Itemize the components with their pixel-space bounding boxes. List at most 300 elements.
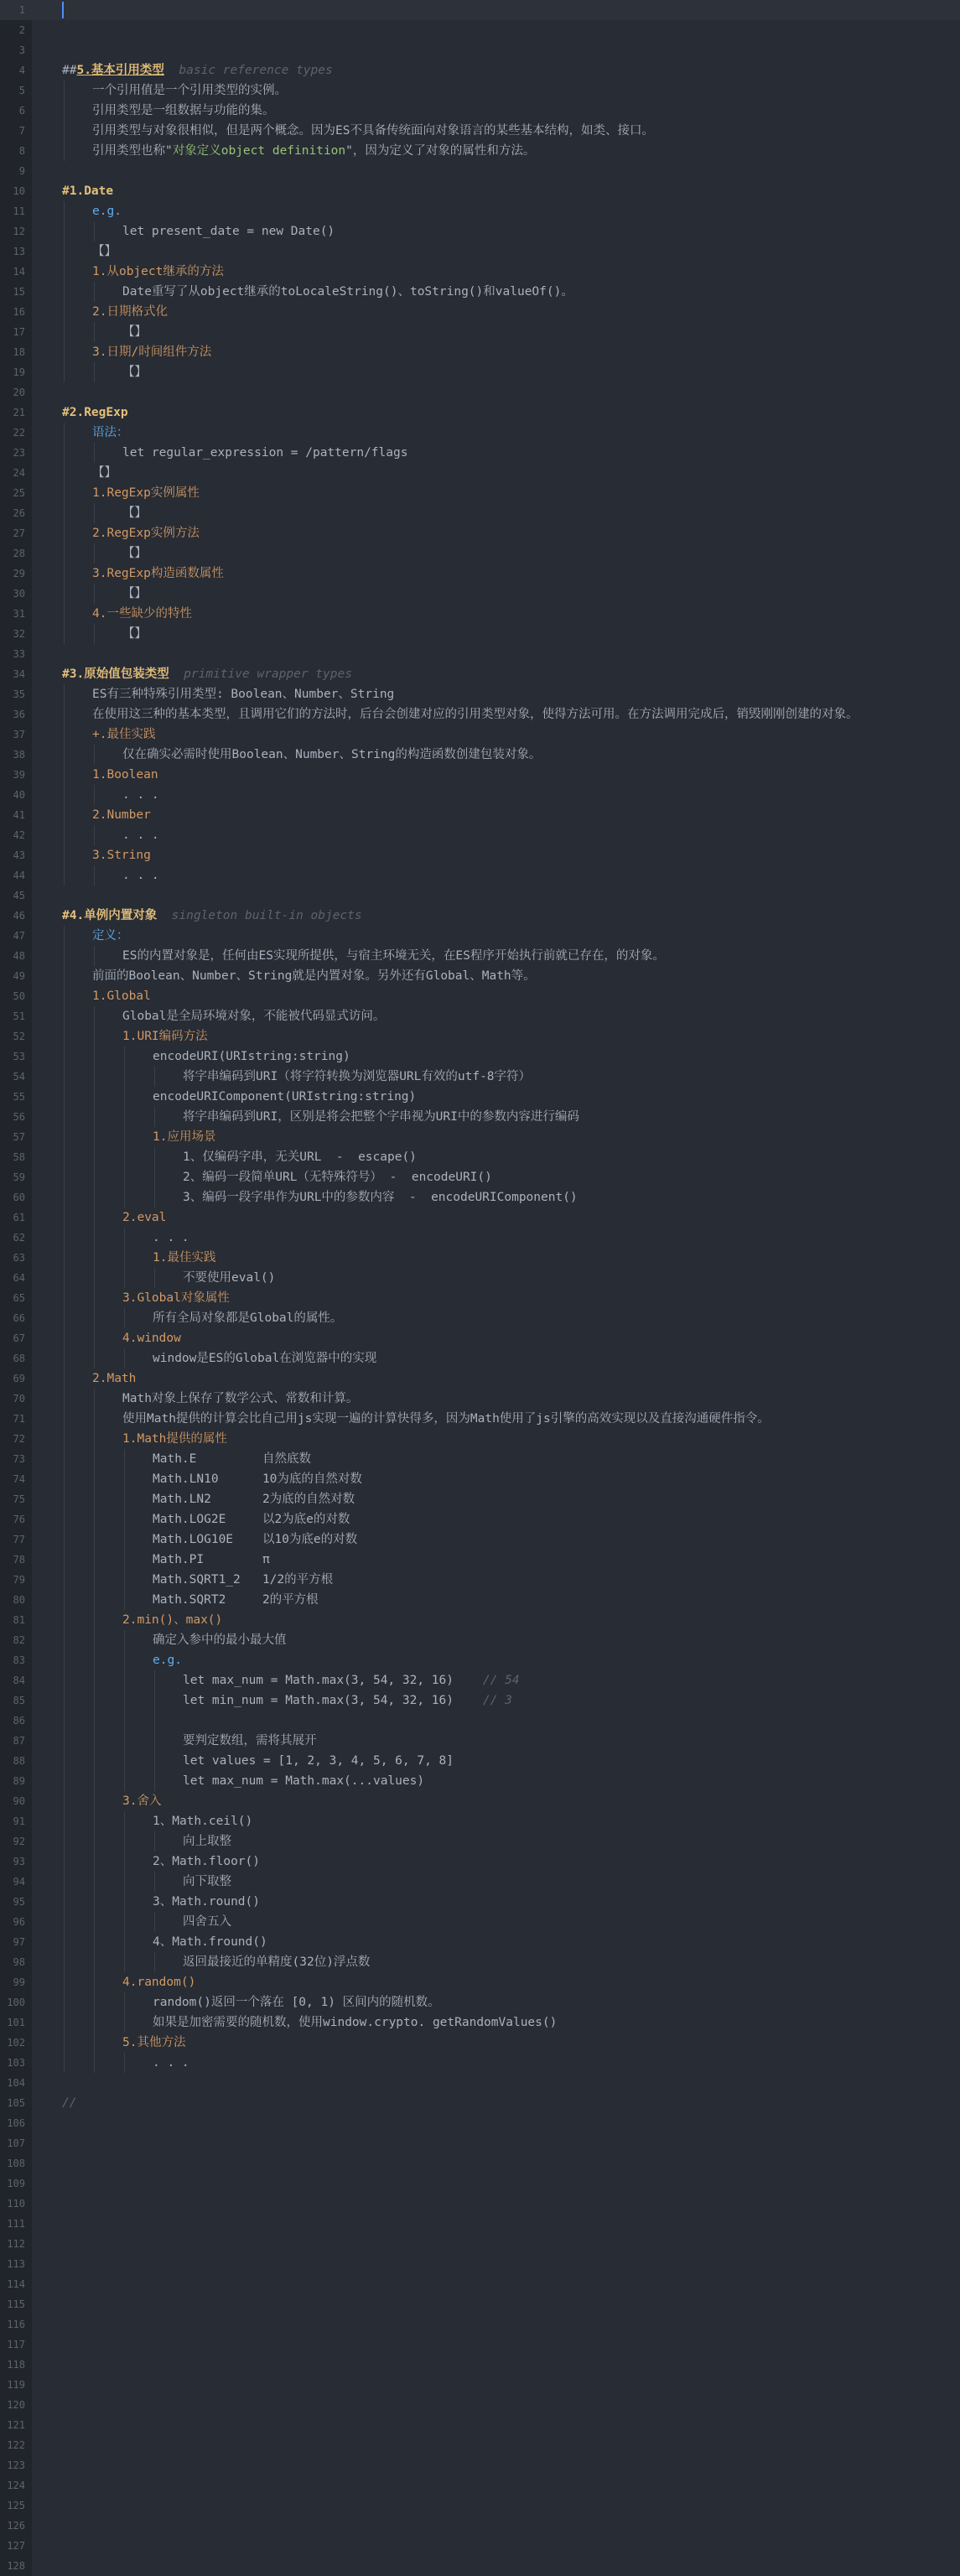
editor-line[interactable]: [0, 1751, 960, 1771]
token-text: "，因为定义了对象的属性和方法。: [345, 144, 536, 158]
token-orange: 2.eval: [122, 1211, 167, 1224]
editor-line[interactable]: [0, 2033, 960, 2053]
token-text: 2、编码一段简单URL（无特殊符号） - encodeURI(): [183, 1171, 492, 1184]
indent-guide: [94, 362, 95, 382]
line-number: 3: [18, 44, 25, 56]
line-number: 126: [7, 2520, 25, 2532]
editor-line[interactable]: [0, 785, 960, 805]
line-content: [183, 1912, 231, 1932]
indent-guide: [94, 624, 95, 644]
line-content: [153, 1509, 350, 1530]
line-number: 12: [13, 226, 25, 237]
indent-guide: [124, 1630, 125, 1791]
editor-line[interactable]: [0, 926, 960, 946]
token-text: 不要使用eval(): [183, 1271, 276, 1285]
line-content: [92, 926, 129, 946]
line-number: 95: [13, 1896, 25, 1908]
token-text: 返回最接近的单精度(32位)浮点数: [183, 1955, 371, 1969]
editor-line[interactable]: [0, 1248, 960, 1268]
line-number: 93: [13, 1856, 25, 1867]
line-content: [122, 1208, 166, 1228]
line-number: 6: [18, 105, 25, 117]
line-number: 46: [13, 910, 25, 922]
line-number: 82: [13, 1634, 25, 1646]
line-content: [122, 1610, 222, 1630]
line-number: 117: [7, 2339, 25, 2350]
line-content: [153, 1992, 440, 2012]
editor-line[interactable]: [0, 664, 960, 684]
line-number: 48: [13, 950, 25, 962]
line-content: [153, 1811, 252, 1831]
editor-line[interactable]: [0, 282, 960, 302]
editor-line[interactable]: [0, 986, 960, 1006]
editor-line[interactable]: [0, 60, 960, 80]
line-number: 86: [13, 1715, 25, 1727]
indent-guide: [94, 1389, 95, 2073]
indent-guide: [94, 503, 95, 523]
line-content: [92, 765, 158, 785]
editor-line[interactable]: [0, 1208, 960, 1228]
editor-line[interactable]: [0, 2435, 960, 2455]
editor-line[interactable]: [0, 1550, 960, 1570]
editor-line[interactable]: [0, 1067, 960, 1087]
token-cmt: //: [62, 2096, 77, 2110]
token-orange: 2.Math: [92, 1372, 137, 1385]
line-number: 79: [13, 1574, 25, 1586]
line-number: 114: [7, 2278, 25, 2290]
token-text: 引用类型与对象很相似，但是两个概念。因为ES不具备传统面向对象语言的某些基本结构，如类、接口。: [92, 124, 654, 138]
line-number: 17: [13, 326, 25, 338]
editor-line[interactable]: [0, 463, 960, 483]
editor-line[interactable]: [0, 2093, 960, 2113]
editor-line[interactable]: [0, 141, 960, 161]
editor-line[interactable]: [0, 1509, 960, 1530]
indent-guide: [124, 1308, 125, 1328]
token-text: Math.LOG10E 以10为底e的对数: [153, 1533, 358, 1546]
line-number: 120: [7, 2399, 25, 2411]
line-number: 96: [13, 1916, 25, 1928]
editor-line[interactable]: [0, 362, 960, 382]
line-content: [62, 181, 113, 201]
editor-line[interactable]: [0, 1107, 960, 1127]
token-code: let min_num = Math.max(3, 54, 32, 16): [183, 1694, 483, 1707]
editor-line[interactable]: [0, 1409, 960, 1429]
line-content: [153, 2053, 189, 2073]
line-number: 91: [13, 1815, 25, 1827]
line-content: [122, 362, 147, 382]
line-number: 87: [13, 1735, 25, 1747]
line-number: 34: [13, 668, 25, 680]
line-content: [92, 101, 275, 121]
line-number: 119: [7, 2379, 25, 2391]
editor-line[interactable]: [0, 2415, 960, 2435]
line-number: 42: [13, 829, 25, 841]
editor-line[interactable]: [0, 161, 960, 181]
token-text: 使用Math提供的计算会比自己用js实现一遍的计算快得多，因为Math使用了js引擎的高效实现以及直接沟通硬件指令。: [122, 1412, 770, 1426]
editor-line[interactable]: [0, 1932, 960, 1952]
editor-line[interactable]: [0, 1892, 960, 1912]
token-orange: 2.min()、max(): [122, 1613, 223, 1627]
line-content: [92, 302, 168, 322]
editor-line[interactable]: [0, 2516, 960, 2536]
editor-line[interactable]: [0, 20, 960, 40]
editor-line[interactable]: [0, 1731, 960, 1751]
editor-line[interactable]: [0, 342, 960, 362]
line-number: 105: [7, 2097, 25, 2109]
line-content: [122, 1006, 385, 1026]
editor-line[interactable]: [0, 1328, 960, 1348]
editor-line[interactable]: [0, 2475, 960, 2496]
token-orange: 3.Global对象属性: [122, 1291, 230, 1305]
token-text: 要判定数组，需将其展开: [183, 1734, 317, 1748]
indent-guide: [94, 785, 95, 805]
editor-line[interactable]: [0, 1449, 960, 1469]
editor-line[interactable]: [0, 584, 960, 604]
token-text: window是ES的Global在浏览器中的实现: [153, 1352, 377, 1365]
line-content: [122, 825, 159, 845]
line-content: [153, 1087, 416, 1107]
indent-guide: [154, 1067, 155, 1087]
editor-line[interactable]: [0, 382, 960, 402]
editor-line[interactable]: [0, 1852, 960, 1872]
line-content: [183, 1167, 492, 1187]
line-content: [92, 724, 155, 745]
editor-line[interactable]: [0, 2496, 960, 2516]
line-number: 71: [13, 1413, 25, 1425]
line-content: [153, 1046, 350, 1067]
line-content: [92, 604, 192, 624]
token-cmt: basic reference types: [163, 64, 333, 77]
line-content: [92, 141, 535, 161]
indent-guide: [64, 926, 65, 2073]
editor-line[interactable]: [0, 80, 960, 101]
line-number: 99: [13, 1976, 25, 1988]
editor-line[interactable]: [0, 906, 960, 926]
line-number: 65: [13, 1292, 25, 1304]
line-content: [122, 1328, 181, 1348]
token-text: 【】: [122, 325, 147, 339]
editor-line[interactable]: [0, 1972, 960, 1992]
token-text: 将字串编码到URI（将字符转换为浏览器URL有效的utf-8字符）: [183, 1070, 532, 1083]
editor-line[interactable]: [0, 242, 960, 262]
editor-line[interactable]: [0, 1570, 960, 1590]
editor-line[interactable]: [0, 1791, 960, 1811]
line-number: 30: [13, 588, 25, 600]
line-number: 104: [7, 2077, 25, 2089]
indent-guide: [64, 423, 65, 644]
token-text: Date重写了从object继承的toLocaleString()、toString()和valueOf()。: [122, 285, 573, 299]
line-content: [153, 2012, 557, 2033]
editor-line[interactable]: [0, 1389, 960, 1409]
line-content: [153, 1449, 311, 1469]
line-content: [122, 221, 335, 242]
line-number: 101: [7, 2017, 25, 2028]
indent-guide: [94, 282, 95, 302]
editor-line[interactable]: [0, 1630, 960, 1650]
editor-line[interactable]: [0, 2174, 960, 2194]
editor-line[interactable]: [0, 2234, 960, 2254]
token-text: Math.E 自然底数: [153, 1452, 311, 1466]
editor-line[interactable]: [0, 1087, 960, 1107]
line-number: 92: [13, 1836, 25, 1847]
editor-line[interactable]: [0, 423, 960, 443]
token-code: let max_num = Math.max(3, 54, 32, 16): [183, 1674, 483, 1687]
editor-line[interactable]: [0, 40, 960, 60]
line-number: 108: [7, 2158, 25, 2169]
token-code: let values = [1, 2, 3, 4, 5, 6, 7, 8]: [183, 1754, 454, 1768]
editor-line[interactable]: [0, 121, 960, 141]
line-number: 4: [18, 65, 25, 76]
line-number: 78: [13, 1554, 25, 1566]
token-text: 2、Math.floor(): [153, 1855, 260, 1868]
editor-line[interactable]: [0, 2294, 960, 2314]
editor-line[interactable]: [0, 2375, 960, 2395]
line-content: [62, 906, 362, 926]
token-text: 向下取整: [183, 1875, 231, 1888]
editor-line[interactable]: [0, 2314, 960, 2334]
editor-line[interactable]: [0, 886, 960, 906]
editor-line[interactable]: [0, 2053, 960, 2073]
line-content: [153, 1932, 267, 1952]
indent-guide: [154, 1107, 155, 1127]
editor-line[interactable]: [0, 966, 960, 986]
editor-line[interactable]: [0, 1711, 960, 1731]
token-text: Math.PI π: [153, 1553, 270, 1566]
editor-line[interactable]: [0, 2274, 960, 2294]
editor-line[interactable]: [0, 2254, 960, 2274]
line-number: 1: [18, 4, 25, 16]
editor-line[interactable]: [0, 402, 960, 423]
editor-line[interactable]: [0, 443, 960, 463]
token-text: 【】: [122, 506, 147, 520]
line-content: [153, 1630, 287, 1650]
editor-line[interactable]: [0, 684, 960, 704]
line-number: 8: [18, 145, 25, 157]
line-number: 16: [13, 306, 25, 318]
token-head-u: 5.基本引用类型: [76, 64, 164, 77]
line-number: 19: [13, 366, 25, 378]
editor-line[interactable]: [0, 564, 960, 584]
editor-line[interactable]: [0, 1228, 960, 1248]
line-content: [153, 1550, 270, 1570]
editor-line[interactable]: [0, 1006, 960, 1026]
editor-line[interactable]: [0, 322, 960, 342]
line-number: 111: [7, 2218, 25, 2230]
editor-line[interactable]: [0, 1771, 960, 1791]
line-number: 122: [7, 2439, 25, 2451]
token-text: 在使用这三种的基本类型，且调用它们的方法时，后台会创建对应的引用类型对象，使得方法可用。在方法调用完成后，销毁刚刚创建的对象。: [92, 708, 859, 721]
token-text: . . .: [153, 1231, 189, 1244]
editor-line[interactable]: [0, 704, 960, 724]
token-text: 【】: [122, 547, 147, 560]
editor-line[interactable]: [0, 2133, 960, 2153]
line-content: [153, 1530, 357, 1550]
editor-line[interactable]: [0, 865, 960, 886]
token-head: #2.RegExp: [62, 406, 128, 419]
line-number: 128: [7, 2560, 25, 2572]
line-number: 57: [13, 1131, 25, 1143]
line-number: 38: [13, 749, 25, 761]
line-content: [153, 1308, 342, 1328]
line-number: 69: [13, 1373, 25, 1384]
token-orange: 3.日期/时间组件方法: [92, 345, 212, 359]
line-number: 59: [13, 1171, 25, 1183]
line-number: 106: [7, 2117, 25, 2129]
editor-line[interactable]: [0, 201, 960, 221]
token-text: 前面的Boolean、Number、String就是内置对象。另外还有Global、Math等。: [92, 969, 536, 983]
line-number: 5: [18, 85, 25, 96]
line-number: 27: [13, 527, 25, 539]
indent-guide: [94, 825, 95, 845]
editor-line[interactable]: [0, 825, 960, 845]
editor-line[interactable]: [0, 1127, 960, 1147]
editor-line[interactable]: [0, 1046, 960, 1067]
line-number: 76: [13, 1514, 25, 1525]
editor-line[interactable]: [0, 302, 960, 322]
token-text: 【】: [92, 245, 117, 258]
editor-line[interactable]: [0, 2012, 960, 2033]
line-content: [92, 805, 151, 825]
editor-line[interactable]: [0, 1167, 960, 1187]
line-number: 84: [13, 1675, 25, 1686]
editor-line[interactable]: [0, 1690, 960, 1711]
editor-line[interactable]: [0, 2153, 960, 2174]
token-orange: 4.random(): [122, 1976, 196, 1989]
editor-line[interactable]: [0, 1811, 960, 1831]
line-number: 74: [13, 1473, 25, 1485]
editor-line[interactable]: [0, 1469, 960, 1489]
token-text: 3、Math.round(): [153, 1895, 260, 1909]
editor-line[interactable]: [0, 1530, 960, 1550]
line-number: 52: [13, 1031, 25, 1042]
token-orange: 2.RegExp实例方法: [92, 527, 200, 540]
editor-line[interactable]: [0, 523, 960, 543]
editor-line[interactable]: [0, 0, 960, 20]
line-content: [122, 1972, 195, 1992]
line-content: [183, 1187, 578, 1208]
editor-line[interactable]: [0, 1872, 960, 1892]
token-text: 【】: [122, 366, 147, 379]
line-number: 58: [13, 1151, 25, 1163]
editor-line[interactable]: [0, 221, 960, 242]
line-number: 115: [7, 2298, 25, 2310]
editor-line[interactable]: [0, 1147, 960, 1167]
editor-line[interactable]: [0, 2455, 960, 2475]
editor-line[interactable]: [0, 624, 960, 644]
editor-line[interactable]: [0, 604, 960, 624]
line-content: [153, 1650, 182, 1670]
editor-line[interactable]: [0, 1489, 960, 1509]
editor-line[interactable]: [0, 181, 960, 201]
line-content: [92, 423, 129, 443]
editor-line[interactable]: [0, 2355, 960, 2375]
editor-line[interactable]: [0, 1831, 960, 1852]
line-number: 110: [7, 2198, 25, 2210]
editor-line[interactable]: [0, 2556, 960, 2576]
editor-line[interactable]: [0, 2395, 960, 2415]
editor-line[interactable]: [0, 765, 960, 785]
line-number: 33: [13, 648, 25, 660]
line-content: [183, 1690, 512, 1711]
line-number: 25: [13, 487, 25, 499]
editor-line[interactable]: [0, 1368, 960, 1389]
editor-line[interactable]: [0, 1610, 960, 1630]
token-head: #3.原始值包装类型: [62, 667, 169, 681]
editor-line[interactable]: [0, 2194, 960, 2214]
editor-line[interactable]: [0, 1268, 960, 1288]
editor-line[interactable]: [0, 262, 960, 282]
line-content: [153, 1570, 333, 1590]
editor-line[interactable]: [0, 2113, 960, 2133]
token-text: . . .: [122, 869, 159, 882]
editor-line[interactable]: [0, 1026, 960, 1046]
indent-guide: [124, 1348, 125, 1368]
editor-line[interactable]: [0, 2334, 960, 2355]
editor-line[interactable]: [0, 1288, 960, 1308]
token-text: 仅在确实必需时使用Boolean、Number、String的构造函数创建包装对象。: [122, 748, 542, 761]
line-number: 81: [13, 1614, 25, 1626]
indent-guide: [124, 2053, 125, 2073]
editor-line[interactable]: [0, 946, 960, 966]
editor-line[interactable]: [0, 1308, 960, 1328]
token-orange: 1.Global: [92, 989, 151, 1003]
editor-line[interactable]: [0, 1429, 960, 1449]
editor-line[interactable]: [0, 101, 960, 121]
line-content: [122, 785, 159, 805]
editor-line[interactable]: [0, 2073, 960, 2093]
token-text: 一个引用值是一个引用类型的实例。: [92, 84, 287, 97]
editor-line[interactable]: [0, 1952, 960, 1972]
editor-line[interactable]: [0, 1187, 960, 1208]
indent-guide: [94, 1006, 95, 1368]
indent-guide: [94, 946, 95, 966]
line-number: 23: [13, 447, 25, 459]
editor-line[interactable]: [0, 2536, 960, 2556]
line-content: [122, 1429, 227, 1449]
editor-line[interactable]: [0, 1912, 960, 1932]
editor-line[interactable]: [0, 1650, 960, 1670]
token-text: Math.SQRT1_2 1/2的平方根: [153, 1573, 334, 1587]
line-number: 9: [18, 165, 25, 177]
line-content: [122, 322, 147, 342]
token-orange: 5.其他方法: [122, 2036, 186, 2049]
line-content: [183, 1731, 317, 1751]
token-orange: 1.Math提供的属性: [122, 1432, 227, 1446]
editor-line[interactable]: [0, 845, 960, 865]
editor-line[interactable]: [0, 483, 960, 503]
line-number: 63: [13, 1252, 25, 1264]
editor-line[interactable]: [0, 745, 960, 765]
line-content: [183, 1872, 231, 1892]
line-content: [62, 664, 352, 684]
line-number: 40: [13, 789, 25, 801]
line-content: [92, 684, 394, 704]
editor-line[interactable]: [0, 644, 960, 664]
line-content: [92, 262, 224, 282]
editor-line[interactable]: [0, 724, 960, 745]
line-number: 2: [18, 24, 25, 36]
editor-line[interactable]: [0, 1348, 960, 1368]
editor-line[interactable]: [0, 805, 960, 825]
editor-line[interactable]: [0, 1670, 960, 1690]
line-content: [62, 2093, 76, 2113]
token-text: 3、编码一段字串作为URL中的参数内容 - encodeURIComponent(): [183, 1191, 578, 1204]
editor-line[interactable]: [0, 1590, 960, 1610]
editor-line[interactable]: [0, 2214, 960, 2234]
editor-line[interactable]: [0, 1992, 960, 2012]
editor-line[interactable]: [0, 503, 960, 523]
editor-line[interactable]: [0, 543, 960, 564]
